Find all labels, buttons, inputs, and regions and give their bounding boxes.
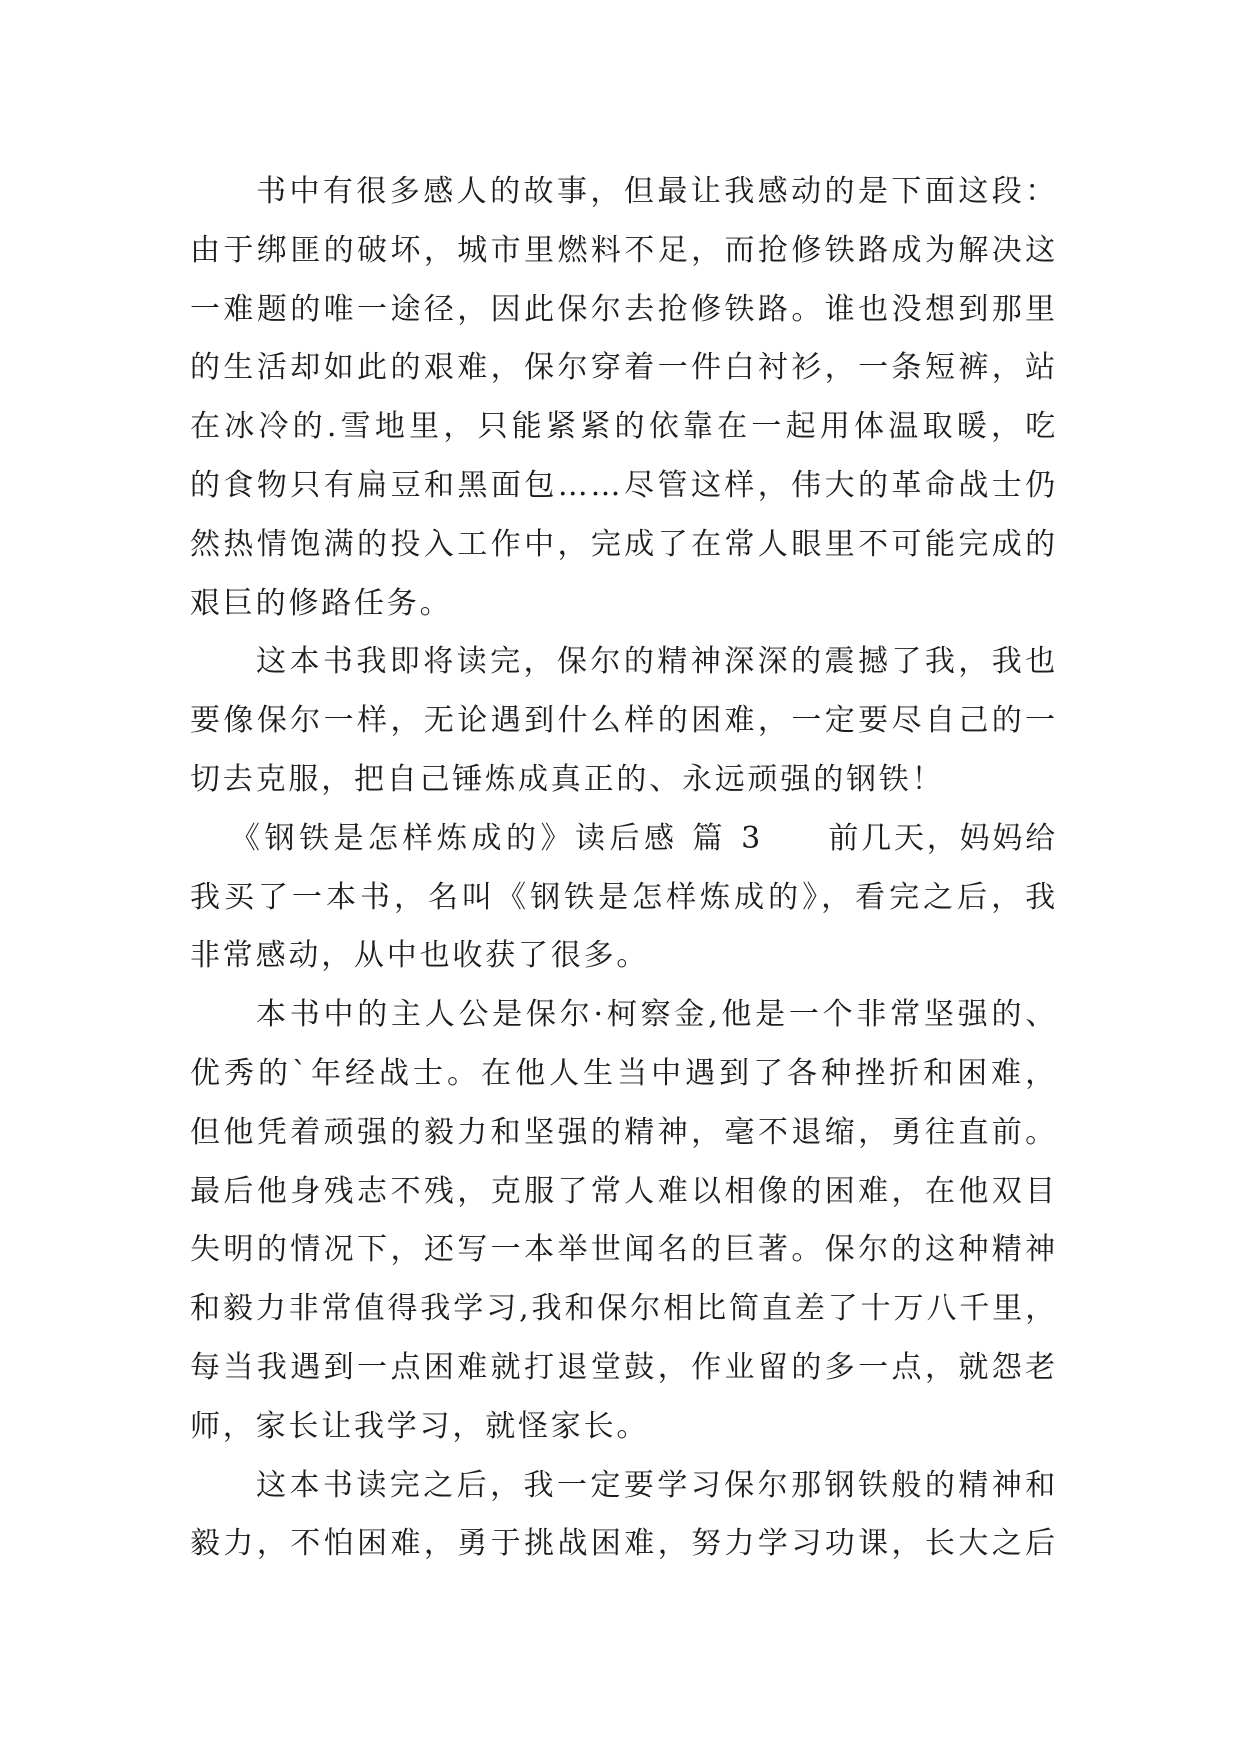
text-line: 最后他身残志不残，克服了常人难以相像的困难，在他双目 [190,1173,1058,1209]
text-line: 的食物只有扁豆和黑面包……尽管这样，伟大的革命战士仍 [190,467,1058,503]
text-line: 这本书读完之后，我一定要学习保尔那钢铁般的精神和 [256,1467,1058,1503]
paragraph [190,1457,1058,1575]
text-line: 失明的情况下，还写一本举世闻名的巨著。保尔的这种精神 [190,1232,1058,1268]
text-line: 毅力，不怕困难，勇于挑战困难，努力学习功课，长大之后 [190,1526,1058,1562]
document-body [190,163,1058,1574]
paragraph [190,163,1058,633]
text-line: 每当我遇到一点困难就打退堂鼓，作业留的多一点，就怨老 [190,1349,1058,1385]
text-line: 这本书我即将读完，保尔的精神深深的震撼了我，我也 [256,644,1058,680]
heading-line [190,810,1058,869]
section-heading: 《钢铁是怎样炼成的》读后感 篇 3 [230,820,765,856]
text-line: 然热情饱满的投入工作中，完成了在常人眼里不可能完成的 [190,526,1058,562]
text-line: 优秀的`年经战士。在他人生当中遇到了各种挫折和困难， [190,1055,1058,1091]
paragraph [190,633,1058,809]
text-line: 一难题的唯一途径，因此保尔去抢修铁路。谁也没想到那里 [190,291,1058,327]
text-line: 但他凭着顽强的毅力和坚强的精神，毫不退缩，勇往直前。 [190,1114,1058,1150]
text-line: 我买了一本书，名叫《钢铁是怎样炼成的》，看完之后，我 [190,879,1058,915]
text-line: 要像保尔一样，无论遇到什么样的困难，一定要尽自己的一 [190,703,1058,739]
text-line: 师，家长让我学习，就怪家长。 [190,1408,650,1444]
text-line: 书中有很多感人的故事，但最让我感动的是下面这段： [256,174,1058,209]
text-line: 本书中的主人公是保尔·柯察金,他是一个非常坚强的、 [256,997,1058,1033]
text-line: 和毅力非常值得我学习,我和保尔相比简直差了十万八千里， [190,1291,1058,1327]
text-run: 前几天，妈妈给 [828,820,1058,856]
text-line: 非常感动，从中也收获了很多。 [190,938,650,974]
text-line: 由于绑匪的破坏，城市里燃料不足，而抢修铁路成为解决这 [190,232,1058,268]
paragraph [190,810,1058,986]
text-line: 的生活却如此的艰难，保尔穿着一件白衬衫，一条短裤，站 [190,350,1058,386]
text-line: 艰巨的修路任务。 [190,585,453,621]
text-line: 在冰冷的.雪地里，只能紧紧的依靠在一起用体温取暖，吃 [190,409,1058,445]
paragraph [190,986,1058,1456]
text-line: 切去克服，把自己锤炼成真正的、永远顽强的钢铁！ [190,761,945,797]
